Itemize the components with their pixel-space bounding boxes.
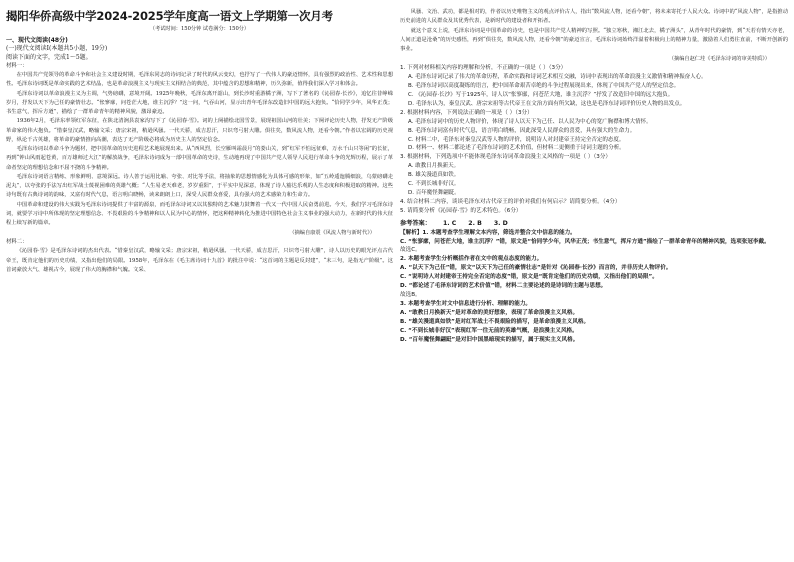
material-two-continued — [400, 8, 788, 54]
question-option: A. 毛泽东诗词中的历史人物评价，体现了诗人以天下为己任、以人民为中心的宽广胸襟和博大情怀。 — [408, 118, 652, 125]
explanation-block — [400, 229, 788, 345]
explanation-line: C. “说明诗人对封建帝王持完全否定的态度”错，原文是“既肯定他们的历史功绩，又指出他们的局限”。 — [400, 274, 658, 281]
explanation-line: A. “以天下为己任”错，原文“以天下为己任的豪情壮志”是针对《沁园春·长沙》而言的，并非历史人物评价。 — [400, 265, 672, 272]
instruction: 阅读下面的文字，完成1～5题。 — [6, 53, 92, 61]
explanation-line: D. “都论述了毛泽东诗词的艺术价值”错，材料二主要论述的是诗词的主题与思想。 — [400, 283, 607, 290]
right-column — [400, 8, 788, 560]
explanation-line: C. “不到长城非好汉”表现红军一往无前的英雄气概，是浪漫主义风格。 — [400, 327, 578, 334]
material-paragraph: 毛泽东诗词语言精练、形象鲜明、意境深远。诗人善于运用比喻、夸张、对比等手法，将抽象的思想情感化为具体可感的形象，如“五岭逶迤腾细浪，乌蒙磅礴走泥丸”，以夸张的手法写出红军战士蔑视困难的英雄气概；“人生易老天难老，岁岁重阳”，于平实中见深意，体现了诗人豁达乐观的人生态度和积极进取的精神。这些诗句既有古典诗词的韵味，又富有时代气息，语言明白晓畅，读来朗朗上口，深受人民群众喜爱，具有强大的艺术感染力和生命力。 — [6, 173, 393, 199]
question-option: D. 百年魔怪舞翩跹。 — [408, 189, 460, 196]
material-two-source: （摘编自赵仁珪《毛泽东诗词的审美特质》） — [668, 56, 770, 63]
answer-3: 3. D — [493, 219, 508, 227]
material-two-body — [6, 247, 393, 275]
answer-1: 1. C — [442, 219, 457, 227]
material-paragraph: 1936年2月，毛泽东率领红军东征，在陕北清涧县袁家沟写下了《沁园春·雪》。词的上阕描绘北国雪景，展现祖国山河的壮美；下阕评论历史人物，抒发无产阶级革命家的伟大抱负。“惜秦皇汉武，略输文采；唐宗宋祖，稍逊风骚。一代天骄，成吉思汗，只识弯弓射大雕。俱往矣，数风流人物，还看今朝。”作者以宏阔的历史视野，纵论千古英雄，将革命的豪情推向高潮，表达了无产阶级必将成为历史主人的坚定信念。 — [6, 118, 393, 143]
explanation-line: D. “百年魔怪舞翩跹”是对旧中国黑暗现实的描写，属于现实主义风格。 — [400, 336, 579, 343]
explanation-line: B. “雄关漫道真如铁”是对红军战士不畏艰险的描写，是革命浪漫主义风格。 — [400, 318, 590, 325]
exam-meta: （考试时间：150分钟 试卷满分：150分） — [149, 26, 250, 32]
material-one-body — [6, 71, 393, 228]
material-paragraph: 中国革命和建设的伟大实践为毛泽东诗词提供了丰富的源泉，而毛泽东诗词又以其独特的艺术魅力鼓舞着一代又一代中国人民奋勇前进。今天，我们学习毛泽东诗词，就要学习诗中所体现的坚定理想信念、不畏艰险的斗争精神和以人民为中心的情怀，把这种精神转化为推进中国特色社会主义事业的强大动力，在新时代的伟大征程上续写新的篇章。 — [6, 201, 393, 227]
question-option: C. 《沁园春·长沙》写于1925年，诗人以“怅寥廓，问苍茫大地，谁主沉浮？”抒发了改造旧中国的远大抱负。 — [408, 91, 674, 98]
exam-title: 揭阳华侨高级中学2024-2025学年度高一语文上学期第一次月考 — [6, 9, 333, 23]
material-paragraph: 《沁园春·雪》是毛泽东诗词的杰出代表。“惜秦皇汉武，略输文采；唐宗宋祖，稍逊风骚。一代天骄，成吉思汗，只识弯弓射大雕”，诗人以历史的眼光评点古代帝王，既肯定他们的历史功绩，又指出他们的局限。1958年，毛泽东在《毛主席诗词十九首》的批注中说：“这首词的主题是反封建”，“末三句，是指无产阶级”。这首词豪放大气、雄视古今，展现了伟大的胸襟和气魄。文采、 — [6, 248, 393, 273]
explanation-line: 【解析】1. 本题考查学生理解文本内容，筛选并整合文中信息的能力。 — [400, 229, 576, 236]
explanation-line: A. “敢教日月换新天”是对革命的美好想象，表现了革命浪漫主义风格。 — [400, 309, 579, 316]
material-two-label: 材料二： — [6, 239, 28, 246]
explanation-line: 3. 本题考查学生对文中信息进行分析、理解的能力。 — [400, 300, 532, 307]
left-column — [6, 8, 393, 560]
answer-key — [400, 219, 788, 229]
question-option: D. 毛泽东认为，秦皇汉武、唐宗宋祖等古代帝王在文治方面有所欠缺，这也是毛泽东诗词评价历史人物的出发点。 — [408, 100, 686, 107]
material-paragraph: 毛泽东诗词以革命斗争为题材，把中国革命的历史进程艺术地展现出来。从“西风烈，长空雁叫霜晨月”的娄山关，到“红军不怕远征难，万水千山只等闲”的长征，再到“钟山风雨起苍黄，百万雄师过大江”的解放战争，毛泽东诗词成为一部中国革命的史诗，生动地再现了中国共产党人领导人民进行革命斗争的光辉历程，展示了革命者坚定的理想信念和不屈不挠的斗争精神。 — [6, 146, 393, 171]
question-option: C. 材料二中，毛泽东对秦皇汉武等人物的评价，说明诗人对封建帝王持完全否定的态度。 — [408, 136, 625, 143]
explanation-line: C. “怅寥廓，问苍茫大地，谁主沉浮？”错，原文是“恰同学少年，风华正茂；书生意气，挥斥方遒”描绘了一群革命青年的精神风貌，选项张冠李戴。 — [400, 238, 770, 245]
question-option: D. 材料一、材料二都论述了毛泽东诗词的艺术价值，但材料二更侧重于诗词主题的分析。 — [408, 145, 625, 152]
question-5: 5. 请简要分析《沁园春·雪》的艺术特色。（6分） — [400, 207, 522, 214]
question-option: B. 毛泽东诗词富有时代气息，语言明白晓畅，因此深受人民群众的喜爱，具有强大的生命力。 — [408, 127, 636, 134]
question-option: A. 敢教日月换新天。 — [408, 163, 460, 170]
section-title: 一、现代文阅读(48分) — [6, 37, 68, 44]
question-option: C. 不到长城非好汉。 — [408, 181, 460, 188]
material-paragraph: 风骚、文治、武功，都是相对的，作者以历史唯物主义的观点评价古人，指出“数风流人物，还看今朝”，将未来寄托于人民大众。诗词中的“风流人物”，是指推动历史前进的人民群众及其优秀代表，是新时代的建设者和开拓者。 — [400, 9, 788, 25]
question-3-stem: 3. 根据材料，下列选项中不能体现毛泽东诗词革命浪漫主义风格的一项是（ ）（3分） — [400, 154, 612, 161]
material-paragraph: 就这个意义上说，毛泽东诗词是中国革命的诗史，也是中国共产党人精神的写照。“独立寒秋，湘江北去，橘子洲头”，从青年时代的豪情，到“天若有情天亦老，人间正道是沧桑”的历史感悟，再到“俱往矣，数风流人物，还看今朝”的豪迈宣言，毛泽东诗词始终洋溢着积极向上的精神力量，激励着人们勇往直前，不断开创新的事业。 — [400, 27, 788, 52]
material-paragraph: 毛泽东诗词以革命浪漫主义为主调，气势磅礴，意境开阔。1925年晚秋，毛泽东离开韶山，到长沙时重游橘子洲，写下了著名的《沁园春·长沙》，追忆往昔峥嵘岁月，抒发以天下为己任的豪情壮志。“怅寥廓，问苍茫大地，谁主沉浮？”这一问，气吞山河，显示出青年毛泽东改造旧中国的远大抱负。“恰同学少年，风华正茂；书生意气，挥斥方遒”，描绘了一群革命青年的精神风貌，激昂豪迈。 — [6, 90, 393, 116]
question-4: 4. 结合材料二内容，谈谈毛泽东对古代帝王的评价对我们有何启示？请简要分析。（4分） — [400, 198, 621, 205]
question-option: A. 毛泽东诗词记录了伟大的革命历程，革命实践和诗词艺术相互交融，诗词中表现出的革命浪漫主义激情和精神振奋人心。 — [408, 74, 707, 81]
subsection-title: (一)现代文阅读Ⅰ(本题共5小题，19分) — [6, 45, 108, 52]
question-list — [400, 64, 788, 198]
question-1-stem: 1. 下列对材料相关内容的理解和分析，不正确的一项是（ ）（3分） — [400, 65, 567, 72]
material-paragraph: 在中国共产党领导的革命斗争和社会主义建设时期，毛泽东同志的诗词记录了时代的风云变幻，也抒写了一代伟人的豪迈情怀，具有强烈的政治性、艺术性和思想性。毛泽东诗词既是革命实践的艺术结晶，也是革命浪漫主义与现实主义相结合的典范，其中蕴含的思想和精神，历久弥新，值得我们深入学习和体会。 — [6, 72, 393, 88]
explanation-line: 2. 本题考查学生分析概括作者在文中的观点态度的能力。 — [400, 256, 543, 263]
explanation-line: 故选B。 — [400, 292, 421, 298]
question-2-stem: 2. 根据材料内容，下列说法正确的一项是（ ）（3分） — [400, 109, 533, 116]
material-one-source: （摘编自康震《风流人物与新时代》） — [289, 230, 375, 237]
answer-2: 2. B — [468, 219, 482, 227]
answer-label: 参考答案： — [400, 219, 431, 227]
material-one-label: 材料一： — [6, 63, 28, 70]
question-option: B. 毛泽东诗词以高度凝练的语言，把中国革命艰苦卓绝的斗争过程展现出来，体现了中国共产党人的坚定信念。 — [408, 83, 680, 90]
question-option: B. 雄关漫道真如铁。 — [408, 172, 460, 179]
explanation-line: 故选C。 — [400, 247, 421, 254]
